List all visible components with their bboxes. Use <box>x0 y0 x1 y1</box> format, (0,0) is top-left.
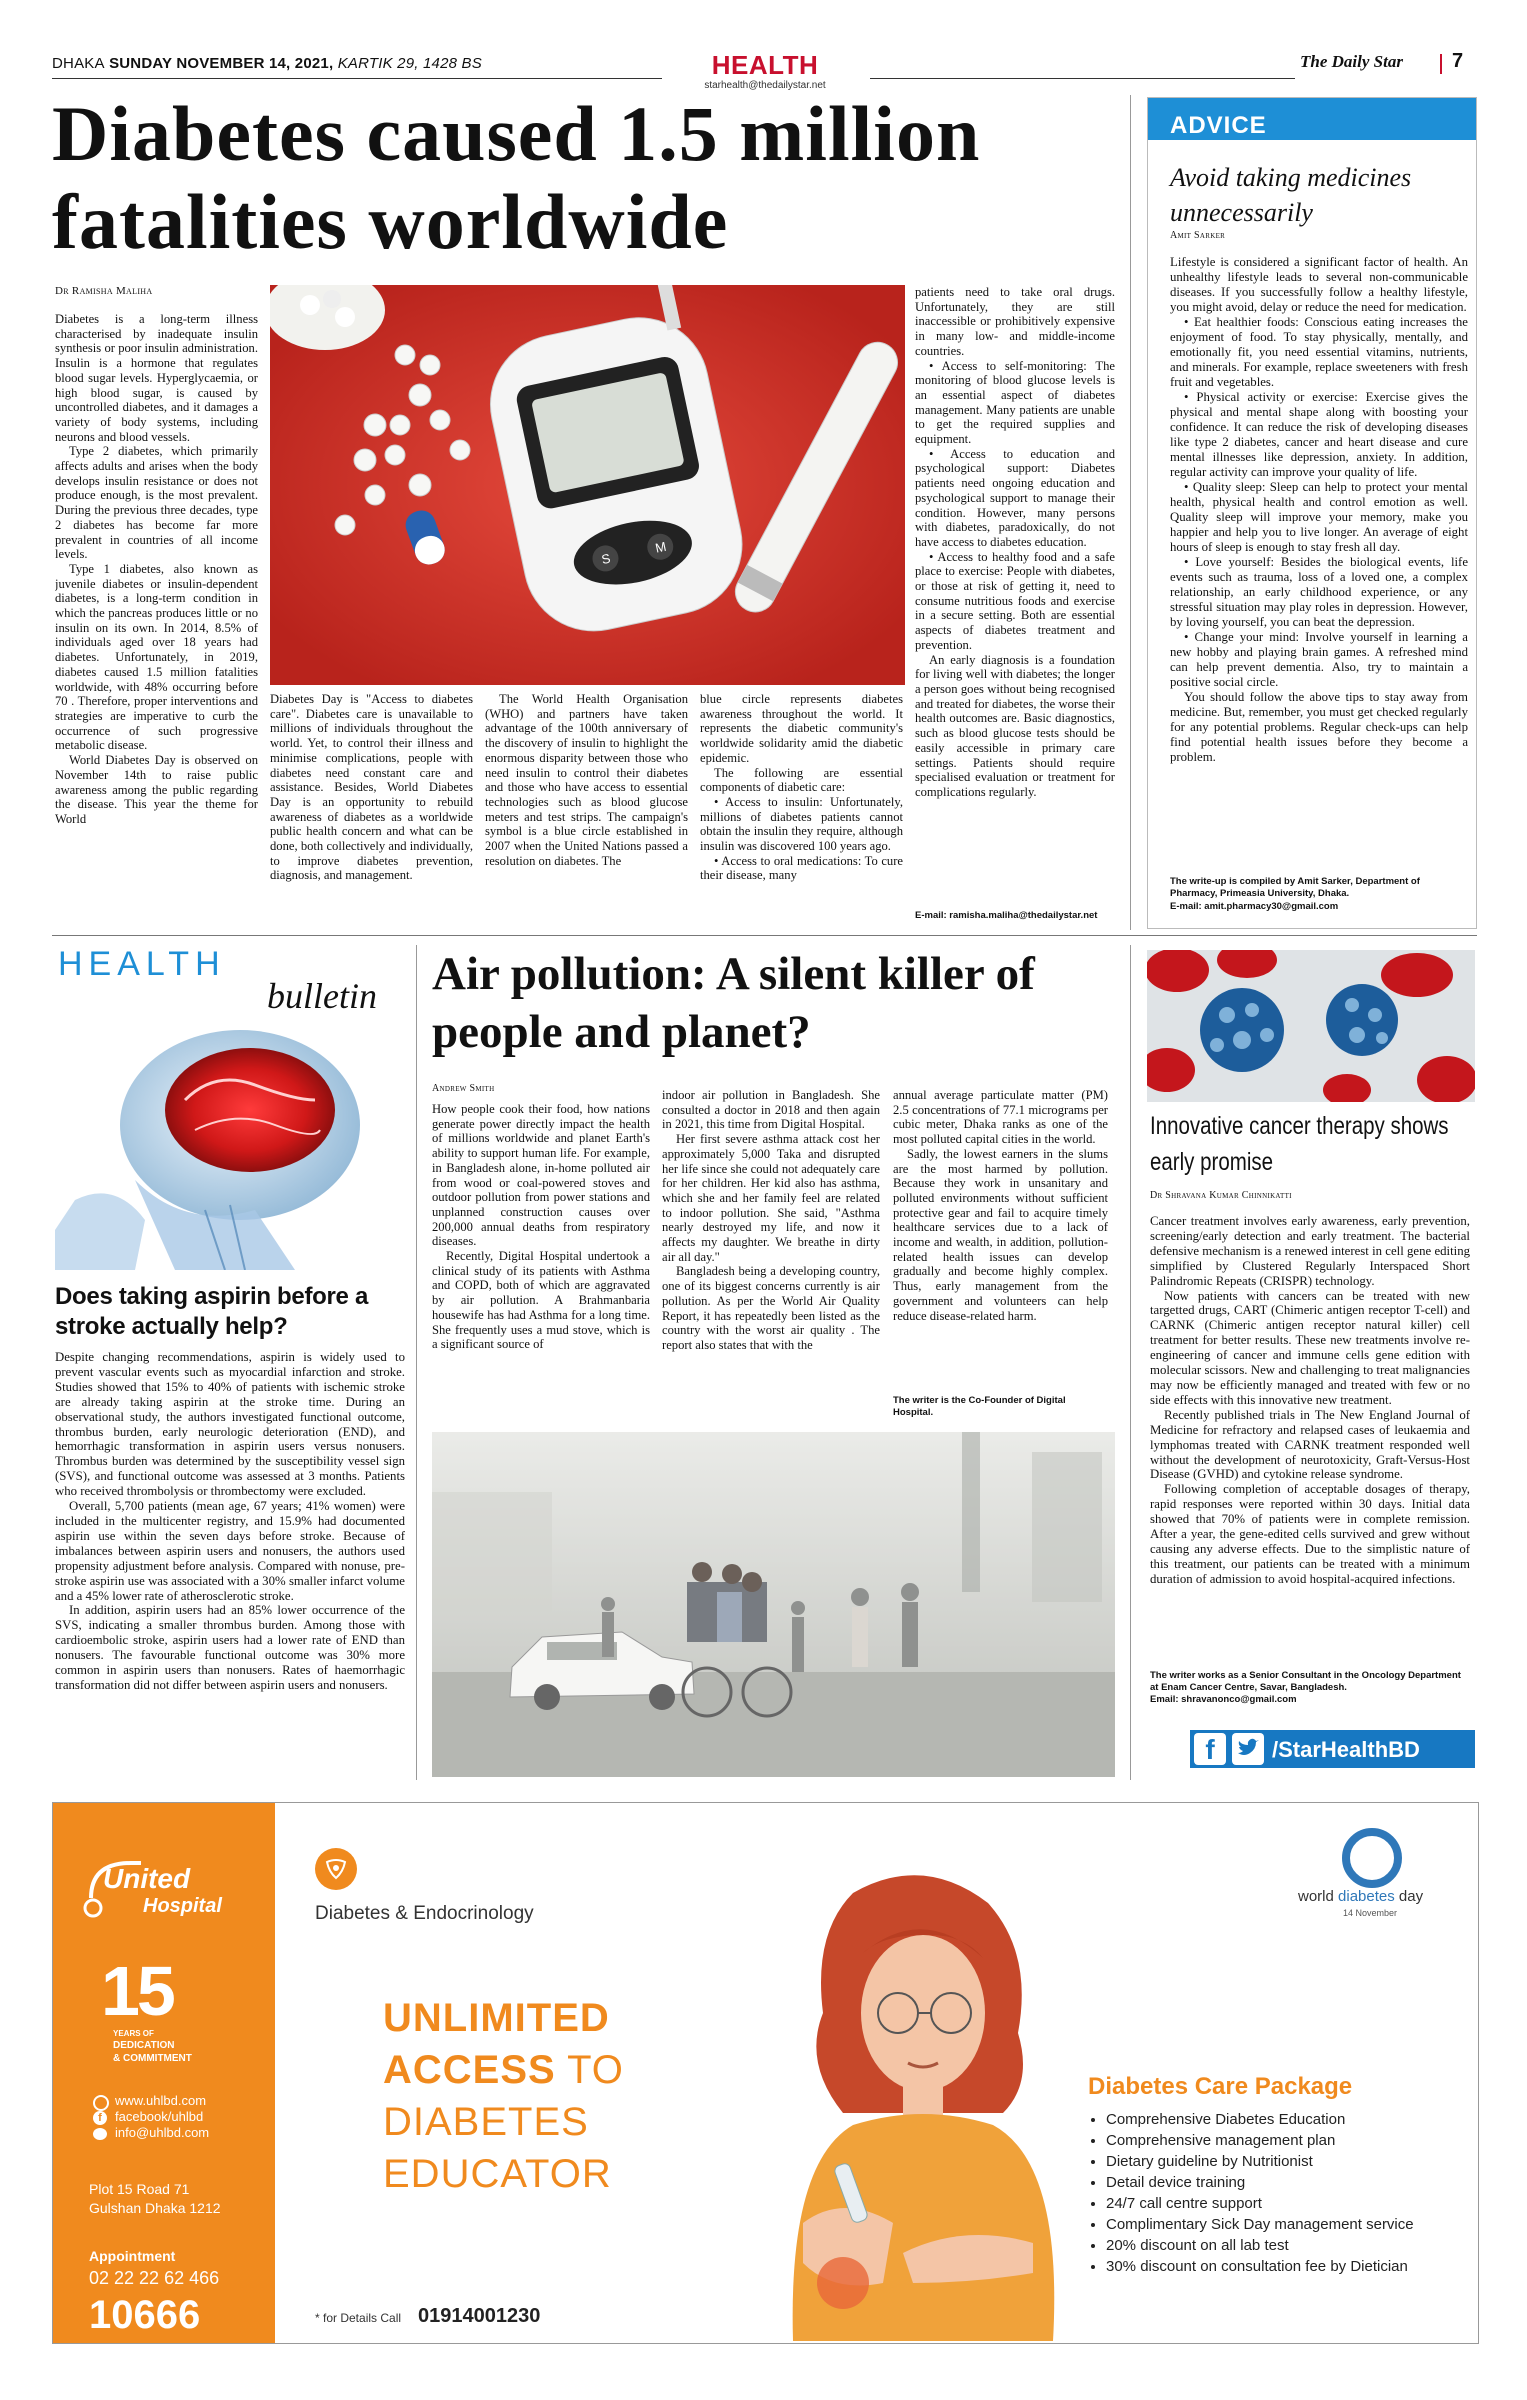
package-item: • 20% discount on all lab test <box>1106 2235 1414 2256</box>
promo-to: TO <box>567 2048 624 2092</box>
package-item: • Comprehensive Diabetes Education <box>1106 2109 1414 2130</box>
air-byline: Andrew Smith <box>432 1083 495 1094</box>
advice-email[interactable]: E-mail: amit.pharmacy30@gmail.com <box>1170 901 1339 912</box>
air-note: The writer is the Co-Founder of Digital Hospital. <box>893 1395 1066 1418</box>
years-line-1: YEARS OF <box>113 2029 154 2038</box>
air-headline: Air pollution: A silent killer of people and planet? <box>432 948 1035 1058</box>
dateline <box>52 55 482 72</box>
bulletin-label-bulletin: bulletin <box>267 976 377 1016</box>
advice-title: Avoid taking medicines unnecessarily <box>1170 163 1412 227</box>
main-col-1: Diabetes is a long-term illness characterised by inadequate insulin synthesis or poor insulin administration. Insulin is a hormone that regulates blood sugar levels. Hyperglycaemia, or high blood sugar, is caused by uncontrolled diabetes, and it damages a variety of body systems, including neurons and blood vessels. Type 2 diabetes, which primarily affects adults and arises when the body develops insulin resistance or does not produce enough, is the most prevalent. During the previous three decades, type 2 diabetes has become far more prevalent in countries of all income levels. Type 1 diabetes, also known as juvenile diabetes or insulin-dependent diabetes, is a long-term condition in which the pancreas produces little or no insulin on its own. In 2014, 8.5% of individuals aged over 18 years had diabetes. Unfortunately, in 2019, diabetes caused 1.5 million fatalities worldwide, with 48% occurring before 70 . Therefore, proper interventions and strategies are imperative to curb the occurrence of such progressive metabolic disease. World Diabetes Day is observed on November 14th to raise public awareness among the public regarding the disease. This year the theme for World <box>55 312 258 826</box>
package-item: • Complimentary Sick Day management service <box>1106 2214 1414 2235</box>
air-col-3: annual average particulate matter (PM) 2.5 concentrations of 77.1 micrograms per cubic meter, Dhaka ranks as one of the most polluted capital cities in the world. Sadly, the lowest earners in the slums are the most harmed by pollution. Because they work in unsanitary and polluted environments without sufficient protective gear and fail to acquire timely healthcare services due to a lack of income and wealth, in addition, pollution-related health issues can develop gradually and become highly complex. Thus, early management from the government and volunteers can help reduce disease-related harm. <box>893 1088 1108 1323</box>
promo-line-4: EDUCATOR <box>383 2152 612 2196</box>
brain-xray-illustration <box>55 1030 405 1270</box>
advice-note: The write-up is compiled by Amit Sarker, Department of Pharmacy, Primeasia University, Dhaka. <box>1170 876 1420 899</box>
promo-line-1: UNLIMITED <box>383 1996 610 2040</box>
bulletin-headline: Does taking aspirin before a stroke actually help? <box>55 1283 369 1340</box>
twitter-icon[interactable] <box>1232 1733 1264 1765</box>
main-col-2: Diabetes Day is "Access to diabetes care". Diabetes care is unavailable to millions of individuals throughout the world. Yet, to control their illness and minimise complications, people with diabetes need constant care and assistance. Besides, World Diabetes Day is an opportunity to rebuild awareness of diabetes as a worldwide public health concern and what can be done, both collectively and individually, to improve diabetes prevention, diagnosis, and management. <box>270 692 473 883</box>
advice-byline: Amit Sarker <box>1170 230 1226 241</box>
wdd-day: day <box>1398 1888 1424 1905</box>
wdd-diabetes: diabetes <box>1338 1888 1395 1905</box>
cancer-byline: Dr Shravana Kumar Chinnikatti <box>1150 1190 1292 1201</box>
woman-insulin-illustration <box>733 1863 1113 2341</box>
wdd-world: world <box>1298 1888 1334 1905</box>
package-item: • 30% discount on consultation fee by Dietician <box>1106 2256 1414 2277</box>
main-col-3: The World Health Organisation (WHO) and partners have taken advantage of the 100th anniversary of the discovery of insulin to highlight the enormous disparity between those who need insulin to control their diabetes and those who have access to essential technologies such as blood glucose meters and test strips. The campaign's symbol is a blue circle established in 2007 when the United Nations passed a resolution on diabetes. The <box>485 692 688 868</box>
hospital-ad[interactable] <box>52 1802 1479 2344</box>
ad-website[interactable]: www.uhlbd.com <box>115 2093 207 2108</box>
dateline-date: SUNDAY NOVEMBER 14, 2021, <box>109 55 334 72</box>
glucometer-photo <box>270 285 905 685</box>
cancer-headline: Innovative cancer therapy shows early promise <box>1150 1112 1449 1176</box>
bulletin-label-health: HEALTH <box>58 945 226 983</box>
cancer-cells-illustration <box>1147 950 1475 1102</box>
dateline-bangla: KARTIK 29, 1428 BS <box>337 55 482 72</box>
package-list <box>1088 2109 1414 2277</box>
appointment-label: Appointment <box>89 2248 176 2264</box>
promo-line-2 <box>383 2048 624 2093</box>
main-byline: Dr Ramisha Maliha <box>55 285 153 297</box>
package-title: Diabetes Care Package <box>1088 2073 1353 2100</box>
promo-line-3: DIABETES <box>383 2100 589 2144</box>
years-line-3: & COMMITMENT <box>113 2053 192 2064</box>
endocrine-icon <box>315 1848 357 1890</box>
details-phone[interactable]: 01914001230 <box>418 2305 541 2327</box>
smog-street-photo <box>432 1432 1115 1777</box>
dateline-city: DHAKA <box>52 55 105 72</box>
page-number: 7 <box>1452 50 1464 72</box>
ad-email[interactable]: info@uhlbd.com <box>115 2125 210 2140</box>
blue-circle-icon <box>1342 1828 1402 1888</box>
cancer-note: The writer works as a Senior Consultant in the Oncology Department at Enam Cancer Centre, Savar, Bangladesh. <box>1150 1670 1461 1693</box>
facebook-icon[interactable]: f <box>1194 1733 1226 1765</box>
air-col-2: indoor air pollution in Bangladesh. She consulted a doctor in 2018 and then again in 2021, this time from Digital Hospital. Her first severe asthma attack cost her approximately 5,000 Taka and disrupted her life since she could not adequately care for her children. Her kid also has asthma, which she and her family feel are related to indoor pollution. She said, "Asthma nearly destroyed my life, and now it affects my daughter. We breathe in dirty air all day." Bangladesh being a developing country, one of its biggest concerns currently is air pollution. As per the World Air Quality Report, it has repeatedly been listed as the country with the worst air quality . The report also states that with the <box>662 1088 880 1352</box>
package-item: • Detail device training <box>1106 2172 1414 2193</box>
ad-address-1: Plot 15 Road 71 <box>89 2181 190 2197</box>
package-item: • Dietary guideline by Nutritionist <box>1106 2151 1414 2172</box>
cancer-email[interactable]: Email: shravanonco@gmail.com <box>1150 1694 1297 1705</box>
ad-address-2: Gulshan Dhaka 1212 <box>89 2200 221 2216</box>
appointment-phone[interactable]: 02 22 22 62 466 <box>89 2268 220 2288</box>
facebook-small-icon: f <box>93 2111 107 2125</box>
package-item: • Comprehensive management plan <box>1106 2130 1414 2151</box>
air-col-1: How people cook their food, how nations generate power directly impact the health of millions worldwide and planet Earth's ability to support human life. For example, in Bangladesh alone, in-home polluted air from wood or coal-powered stoves and outdoor pollution from power stations and unplanned construction causes over 200,000 annual deaths from respiratory diseases. Recently, Digital Hospital undertook a clinical study of its patients with Asthma and COPD, both of which are aggravated by air pollution. A Brahmanbaria housewife has had Asthma for a long time. She frequently uses a mud stove, which is a significant source of <box>432 1102 650 1352</box>
social-handle[interactable]: /StarHealthBD <box>1272 1737 1420 1762</box>
years-line-2: DEDICATION <box>113 2040 175 2051</box>
main-col-5: patients need to take oral drugs. Unfortunately, they are still inaccessible or prohibitively expensive in many low- and middle-income countries. • Access to self-monitoring: The monitoring of blood glucose levels is an essential aspect of diabetes management. Many patients are unable to get the required supplies and equipment. • Access to education and psychological support: Diabetes patients need ongoing education and psychological support to manage their condition. However, many persons with diabetes, paradoxically, do not have access to diabetes education. • Access to healthy food and a safe place to exercise: People with diabetes, or those at risk of getting it, need to consume nutritious foods and exercise in a secure setting. Both are essential aspects of diabetes treatment and prevention. An early diagnosis is a foundation for living well with diabetes; the longer a person goes without being recognised and treated for diabetes, the worse their health outcomes are. Basic diagnostics, such as blood glucose tests should be easily accessible in primary care settings. Patients should require specialised evaluation or treatment for complications regularly. <box>915 285 1115 799</box>
bulletin-body: Despite changing recommendations, aspirin is widely used to prevent vascular events such as myocardial infarction and stroke. Studies showed that 15% to 40% of patients with ischemic stroke are already taking aspirin at the stroke time. During an observational study, the authors investigated functional outcome, thrombus burden, early neurologic deterioration (END), and hemorrhagic transformation in aspirin users versus nonusers. Thrombus burden was determined by the susceptibility vessel sign (SVS), and functional outcome was assessed at 3 months. Patients who received thrombolysis or thrombectomy were excluded. Overall, 5,700 patients (mean age, 67 years; 41% women) were included in the multicenter registry, and 15.9% had documented aspirin use within the seven days before stroke. Because of imbalances between aspirin users and nonusers, the authors used propensity adjustment before analysis. Compared with nonuse, pre-stroke aspirin use was associated with a 30% smaller infarct volume and a 45% lower rate of atherosclerotic stroke. In addition, aspirin users had an 85% lower occurrence of the SVS, indicating a smaller thrombus burden. Among those with cardioembolic stroke, aspirin users had a lower rate of END than nonusers. The favourable functional outcome was 30% more common in aspirin users than nonusers. Rates of haemorrhagic transformation did not differ between aspirin users and nonusers. <box>55 1350 405 1692</box>
details-label: * for Details Call <box>315 2311 402 2325</box>
hotline-number[interactable]: 10666 <box>89 2293 201 2337</box>
years-number: 15 <box>101 1952 173 2030</box>
web-icon <box>93 2095 109 2111</box>
wdd-label <box>1298 1888 1423 1905</box>
ad-facebook[interactable]: facebook/uhlbd <box>115 2109 204 2124</box>
paper-name: The Daily Star <box>1300 52 1403 71</box>
wdd-date: 14 November <box>1343 1908 1398 1918</box>
advice-label: ADVICE <box>1170 112 1267 139</box>
package-item: • 24/7 call centre support <box>1106 2193 1414 2214</box>
hospital-name-1: United <box>103 1863 191 1894</box>
promo-access: ACCESS <box>383 2048 556 2092</box>
advice-body: Lifestyle is considered a significant factor of health. An unhealthy lifestyle leads to several non-communicable diseases. If you successfully follow a healthy lifestyle, you might avoid, delay or reduce the need for medication. • Eat healthier foods: Conscious eating increases the enjoyment of food. To stay physically, mentally, and emotionally fit, you need essential vitamins, nutrients, and minerals. For example, replace sweeteners with fresh fruit and vegetables. • Physical activity or exercise: Exercise gives the physical and mental shape along with boosting your confidence. It can reduce the risk of developing diseases like type 2 diabetes, cancer and heart disease and cure mental illnesses like depression, anxiety. In addition, regular activity can improve your quality of life. • Quality sleep: Sleep can help to protect your mental health, physical health and control emotion as well. Quality sleep will improve your memory, make you happier and help you to live longer. An average of eight hours of sleep is enough to stay fresh all day. • Love yourself: Besides the biological events, life events such as trauma, loss of a loved one, a complex relationship, an early childhood experience, or any stressful situation may play roles in depression. However, by loving yourself, you can beat the depression. • Change your mind: Involve yourself in learning a new hobby and playing brain games. A refreshed mind can help prevent dementia. Also, try to maintain a positive social circle. You should follow the above tips to stay away from medicine. But, remember, you must get checked regularly for any potential problems. Regular check-ups can help find potential health issues before they become a problem. <box>1170 255 1468 764</box>
ad-department: Diabetes & Endocrinology <box>315 1903 534 1924</box>
advice-box <box>1147 97 1477 929</box>
email-icon <box>93 2128 107 2140</box>
main-headline: Diabetes caused 1.5 million fatalities worldwide <box>52 90 981 265</box>
main-col-4: blue circle represents diabetes awareness throughout the world. It represents the diabetic community's worldwide solidarity amid the diabetic epidemic. The following are essential components of diabetic care: • Access to insulin: Unfortunately, millions of diabetes patients cannot obtain the insulin they require, although insulin was discovered 100 years ago. • Access to oral medications: To cure their disease, many <box>700 692 903 883</box>
social-strip[interactable] <box>1190 1730 1475 1768</box>
section-title: HEALTH <box>711 50 819 80</box>
svg-text:S: S <box>600 550 612 568</box>
cancer-body: Cancer treatment involves early awareness, early prevention, screening/early detection and early treatment. The bacterial defensive mechanism is a renewed interest in cell gene editing simplified by Clustered Regularly Interspaced Short Palindromic Repeats (CRISPR) technology. Now patients with cancers can be treated with new targetted drugs, CART (Chimeric antigen receptor T-cell) and CARNK (Chimeric antigen receptor natural killer) cell treatment for better results. These new treatments involve re-engineering of cancer and immune cells gene edition with molecular scissors. New and challenging to treat malignancies may now be efficiently managed and treated with few or no side effects with this innovative new treatment. Recently published trials in The New England Journal of Medicine for refractory and relapsed cases of leukaemia and lymphomas treated with CARNK treatment responded well without the development of neurotoxicity, Graft-Versus-Host Disease (GVHD) and cytokine release syndrome. Following completion of acceptable dosages of therapy, rapid responses were reported within 30 days. Initial data showed that 70% of patients were in complete remission. After a year, the gene-edited cells survived and grew without causing any adverse effects. Due to the simplistic nature of this treatment, our patients can be treated with a minimum duration of admission to avoid hospital-acquired infections. <box>1150 1214 1470 1586</box>
main-author-email[interactable]: E-mail: ramisha.maliha@thedailystar.net <box>915 910 1098 921</box>
hospital-name-2: Hospital <box>143 1895 222 1917</box>
svg-text:M: M <box>653 538 668 556</box>
section-email[interactable]: starhealth@thedailystar.net <box>704 80 826 91</box>
